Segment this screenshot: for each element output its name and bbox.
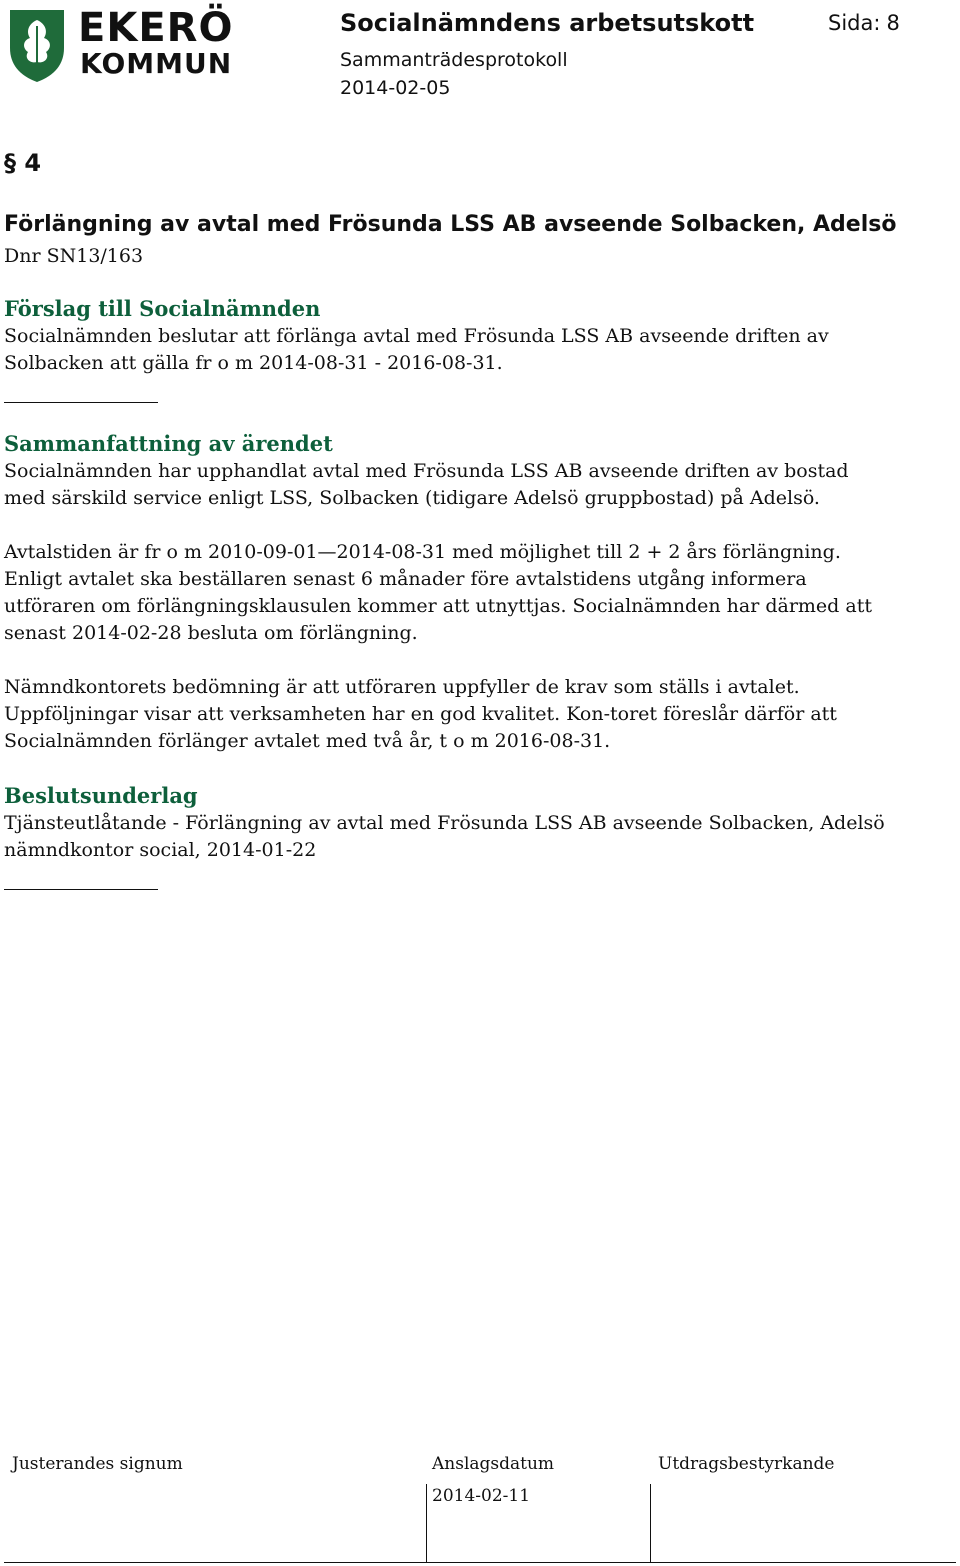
footer-bottom-rule <box>4 1562 956 1563</box>
document-header-title: Socialnämndens arbetsutskott <box>340 9 755 37</box>
summary-para1-line-1: Socialnämnden har upphandlat avtal med Frösunda LSS AB avseende driften av bostad <box>4 460 849 482</box>
summary-para1-line-2: med särskild service enligt LSS, Solbacken (tidigare Adelsö gruppbostad) på Adelsö. <box>4 487 820 509</box>
footer-posting-date: 2014-02-11 <box>432 1486 531 1506</box>
municipality-logo <box>6 4 234 86</box>
separator-rule <box>4 889 158 890</box>
document-type: Sammanträdesprotokoll <box>340 49 568 71</box>
page-indicator <box>828 6 900 40</box>
footer-extract-label: Utdragsbestyrkande <box>658 1454 835 1474</box>
basis-text-line-1: Tjänsteutlåtande - Förlängning av avtal med Frösunda LSS AB avseende Solbacken, Adelsö <box>4 812 885 834</box>
summary-para3-line-1: Nämndkontorets bedömning är att utföraren uppfyller de krav som ställs i avtalet. <box>4 676 800 698</box>
footer-posting-label: Anslagsdatum <box>432 1454 555 1474</box>
paragraph-number: § 4 <box>4 149 42 177</box>
basis-text-line-2: nämndkontor social, 2014-01-22 <box>4 839 317 861</box>
summary-heading: Sammanfattning av ärendet <box>4 431 333 456</box>
oak-leaf-logo-icon <box>6 4 68 84</box>
separator-rule <box>4 402 158 403</box>
proposal-text-line-1: Socialnämnden beslutar att förlänga avtal med Frösunda LSS AB avseende driften av <box>4 325 829 347</box>
summary-para2-line-4: senast 2014-02-28 besluta om förlängning. <box>4 622 418 644</box>
meeting-date: 2014-02-05 <box>340 77 451 99</box>
footer-divider-right <box>650 1484 651 1562</box>
proposal-heading: Förslag till Socialnämnden <box>4 296 321 321</box>
summary-para3-line-3: Socialnämnden förlänger avtalet med två år, t o m 2016-08-31. <box>4 730 611 752</box>
logo-word-ekero: EKERÖ <box>78 5 234 51</box>
summary-para2-line-3: utföraren om förlängningsklausulen kommer att utnyttjas. Socialnämnden har därmed att <box>4 595 872 617</box>
footer-signature-label: Justerandes signum <box>12 1454 183 1474</box>
page-label: Sida: <box>828 11 881 35</box>
basis-heading: Beslutsunderlag <box>4 783 198 808</box>
footer-divider-left <box>426 1484 427 1562</box>
summary-para2-line-2: Enligt avtalet ska beställaren senast 6 månader före avtalstidens utgång informera <box>4 568 807 590</box>
logo-word-kommun: KOMMUN <box>80 47 233 80</box>
summary-para2-line-1: Avtalstiden är fr o m 2010-09-01—2014-08-31 med möjlighet till 2 + 2 års förlängning. <box>4 541 841 563</box>
summary-para3-line-2: Uppföljningar visar att verksamheten har en god kvalitet. Kon-toret föreslår därför att <box>4 703 837 725</box>
case-diary-number: Dnr SN13/163 <box>4 245 144 267</box>
case-title: Förlängning av avtal med Frösunda LSS AB avseende Solbacken, Adelsö <box>4 212 897 237</box>
proposal-text-line-2: Solbacken att gälla fr o m 2014-08-31 - 2016-08-31. <box>4 352 503 374</box>
page-number: 8 <box>886 11 900 35</box>
